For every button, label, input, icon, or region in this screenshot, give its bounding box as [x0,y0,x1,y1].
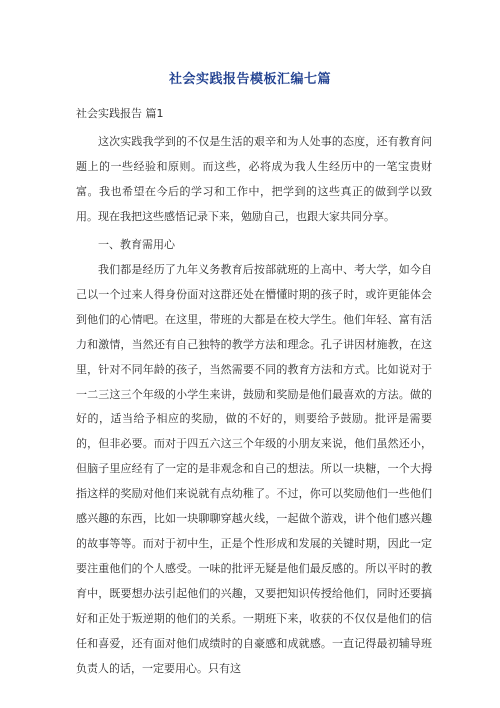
paragraph-intro: 这次实践我学到的不仅是生活的艰辛和为人处事的态度，还有教育问题上的一些经验和原则。而这些，必将成为我人生经历中的一笔宝贵财富。我也希望在今后的学习和工作中，把学到的这些真正的做到学以致用。现在我把这些感悟记录下来，勉励自己，也跟大家共同分享。 [76,135,432,223]
paragraph-education: 我们都是经历了九年义务教育后按部就班的上高中、考大学，如今自己以一个过来人得身份面对这群还处在懵懂时期的孩子时，或许更能体会到他们的心情吧。在这里，带班的大都是在校大学生。他们年轻、富有活力和激情，当然还有自己独特的教学方法和理念。孔子讲因材施教，在这里，针对不同年龄的孩子，当然需要不同的教育方法和方式。比如说对于一二三这三个年级的小学生来讲，鼓励和奖励是他们最喜欢的方法。做的好的，适当给予相应的奖励，做的不好的，则要给予鼓励。批评是需要的，但非必要。而对于四五六这三个年级的小朋友来说，他们虽然还小，但脑子里应经有了一定的是非观念和自己的想法。所以一块糖，一个大拇指这样的奖励对他们来说就有点幼稚了。不过，你可以奖励他们一些他们感兴趣的东西，比如一块聊聊穿越火线，一起做个游戏，讲个他们感兴趣的故事等等。而对于初中生，正是个性形成和发展的关键时期，因此一定要注重他们的个人感受。一味的批评无疑是他们最反感的。所以平时的教育中，既要想办法引起他们的兴趣，又要把知识传授给他们，同时还要搞好和正处于叛逆期的他们的关系。一期班下来，收获的不仅仅是他们的信任和喜爱，还有面对他们成绩时的自豪感和成就感。一直记得最初辅导班负责人的话，一定要用心。只有这 [76,263,432,675]
section-heading: 一、教育需用心 [98,238,175,251]
document-subtitle: 社会实践报告 篇1 [76,107,164,120]
document-title: 社会实践报告模板汇编七篇 [168,72,331,87]
